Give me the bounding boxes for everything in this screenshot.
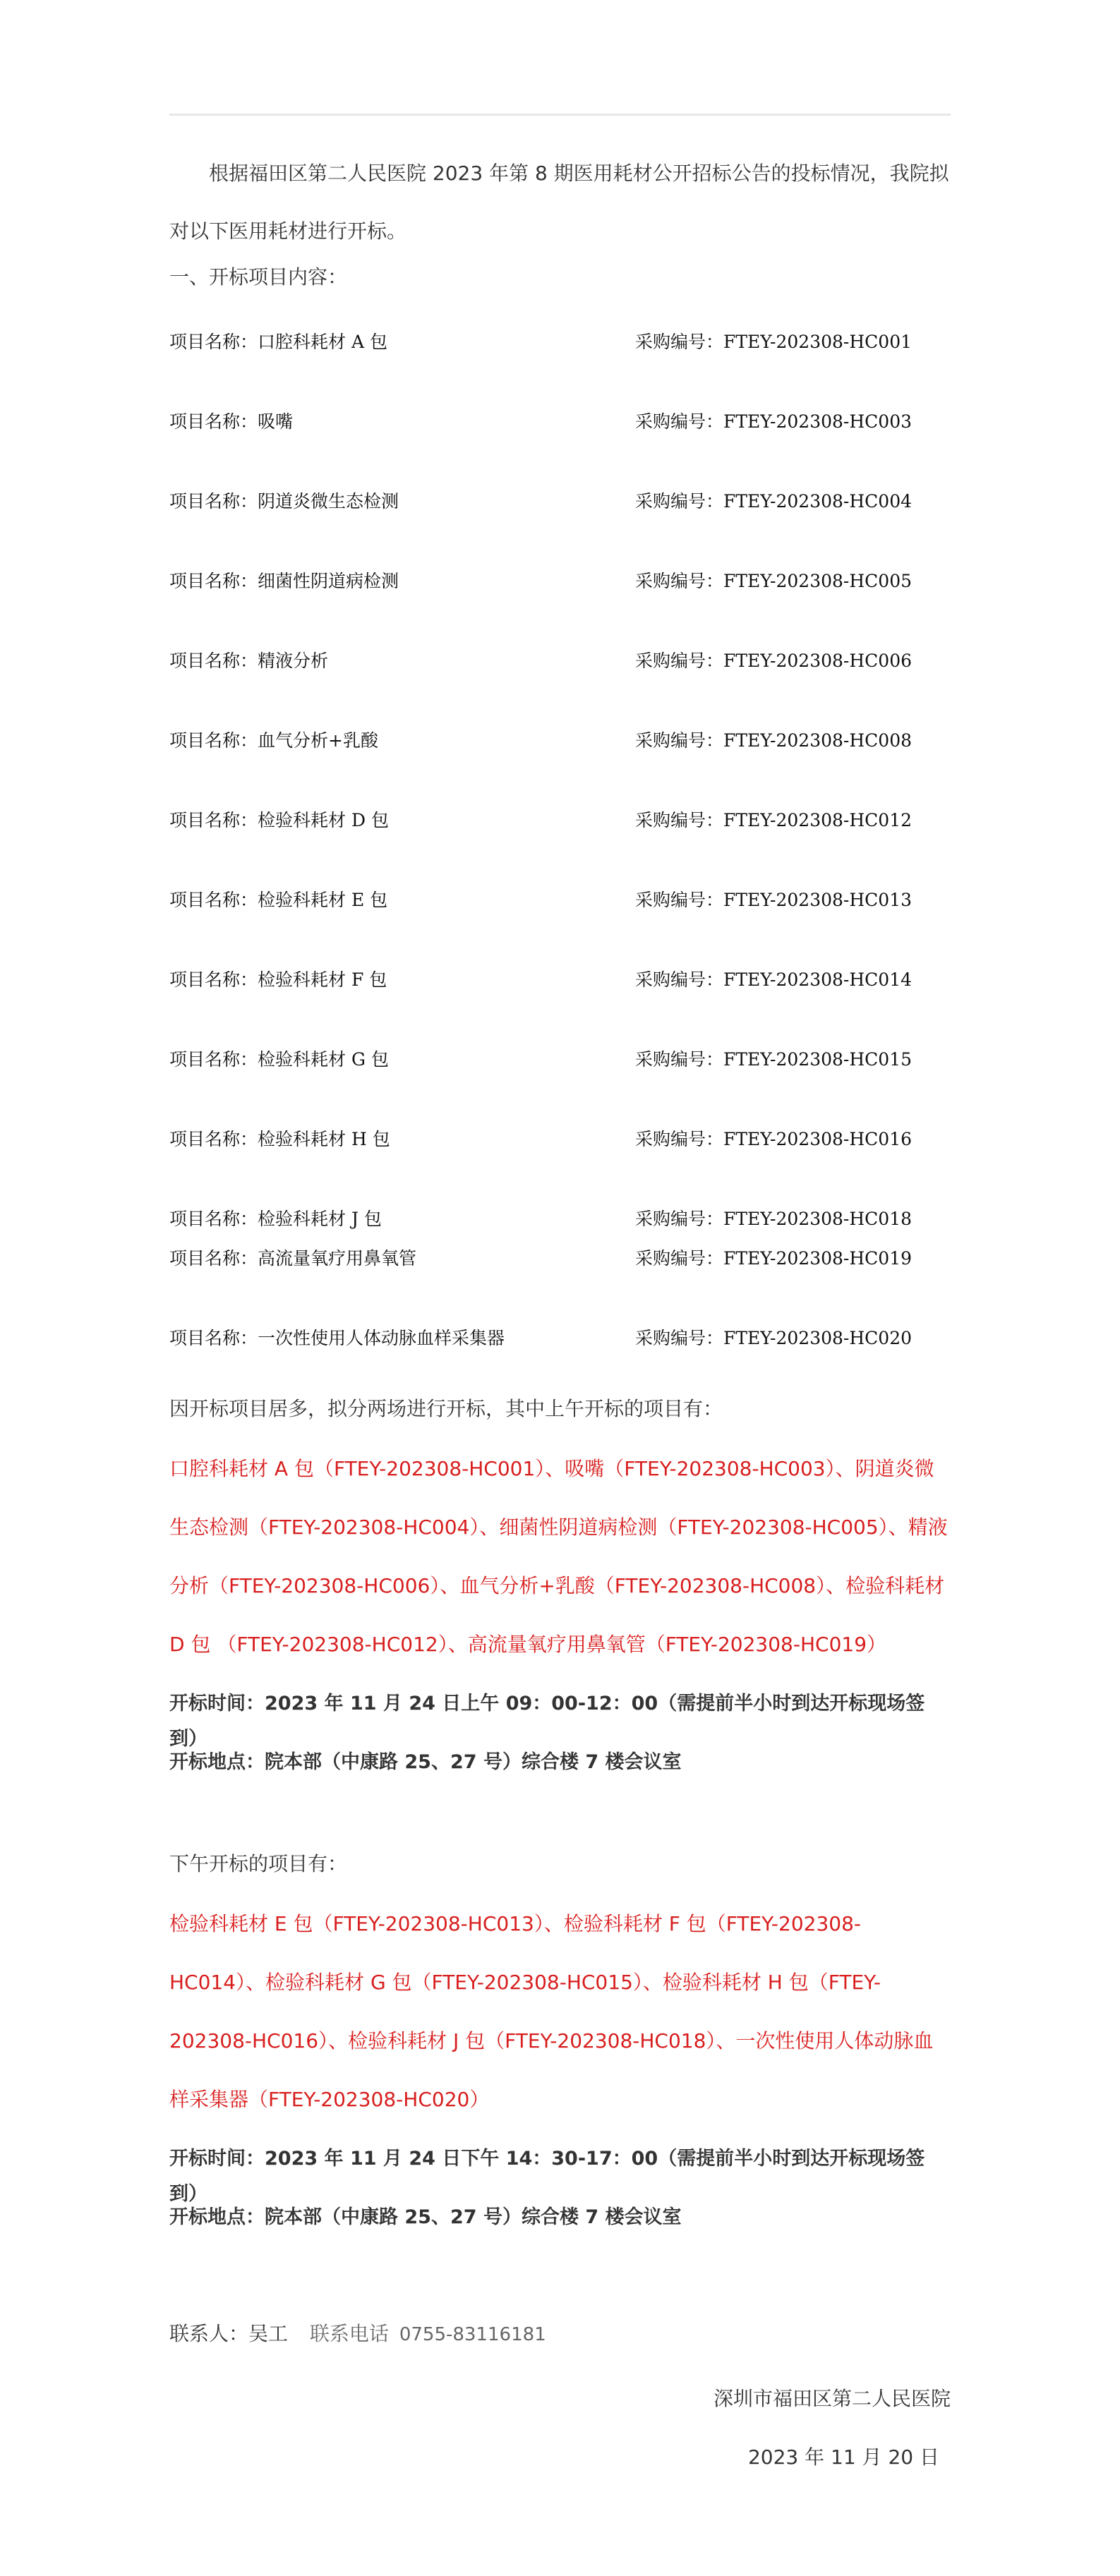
project-row	[169, 1243, 951, 1274]
morning-intro: 因开标项目居多，拟分两场进行开标，其中上午开标的项目有：	[169, 1397, 723, 1420]
project-row	[169, 646, 951, 677]
project-row	[169, 1204, 951, 1235]
project-code: 采购编号：FTEY-202308-HC003	[635, 411, 913, 432]
project-code: 采购编号：FTEY-202308-HC004	[635, 491, 913, 512]
project-row	[169, 1323, 951, 1354]
contact-tel: 0755-83116181	[399, 2324, 546, 2345]
project-name: 项目名称：检验科耗材 E 包	[169, 890, 388, 910]
project-row	[169, 725, 951, 756]
project-name: 项目名称：阴道炎微生态检测	[169, 491, 399, 512]
section-heading: 一、开标项目内容：	[169, 265, 348, 289]
project-name: 项目名称：口腔科耗材 A 包	[169, 332, 387, 352]
afternoon-time: 开标时间：2023 年 11 月 24 日下午 14：30-17：00（需提前半小时到达开标现场签到）	[169, 2148, 925, 2205]
project-name: 项目名称：高流量氧疗用鼻氧管	[169, 1248, 417, 1269]
project-row	[169, 327, 951, 358]
project-row	[169, 805, 951, 836]
top-divider	[169, 114, 951, 116]
project-code: 采购编号：FTEY-202308-HC016	[635, 1129, 913, 1149]
project-code: 采购编号：FTEY-202308-HC019	[635, 1248, 913, 1269]
project-code: 采购编号：FTEY-202308-HC006	[635, 651, 913, 671]
project-code: 采购编号：FTEY-202308-HC018	[635, 1209, 913, 1229]
project-name: 项目名称：检验科耗材 D 包	[169, 810, 389, 830]
project-name: 项目名称：检验科耗材 F 包	[169, 969, 387, 990]
project-code: 采购编号：FTEY-202308-HC020	[635, 1328, 913, 1348]
afternoon-items: 检验科耗材 E 包（FTEY-202308-HC013）、检验科耗材 F 包（FTEY-202308-HC014）、检验科耗材 G 包（FTEY-202308-HC015）、检验科耗材 H 包（FTEY-202308-HC016）、检验科耗材 J 包（FTEY-202308-HC018）、一次性使用人体动脉血样采集器（FTEY-202308-HC020）	[169, 1912, 934, 2111]
project-name: 项目名称：血气分析+乳酸	[169, 730, 378, 751]
signature-org: 深圳市福田区第二人民医院	[713, 2387, 951, 2410]
project-code: 采购编号：FTEY-202308-HC015	[635, 1049, 913, 1070]
afternoon-place: 开标地点：院本部（中康路 25、27 号）综合楼 7 楼会议室	[169, 2206, 682, 2228]
project-code: 采购编号：FTEY-202308-HC012	[635, 810, 913, 830]
project-code: 采购编号：FTEY-202308-HC013	[635, 890, 913, 910]
project-row	[169, 566, 951, 597]
project-code: 采购编号：FTEY-202308-HC005	[635, 571, 913, 591]
morning-items: 口腔科耗材 A 包（FTEY-202308-HC001）、吸嘴（FTEY-202308-HC003）、阴道炎微生态检测（FTEY-202308-HC004）、细菌性阴道病检测（FTEY-202308-HC005）、精液分析（FTEY-202308-HC006）、血气分析+乳酸（FTEY-202308-HC008）、检验科耗材 D 包 （FTEY-202308-HC012）、高流量氧疗用鼻氧管（FTEY-202308-HC019）	[169, 1457, 948, 1656]
project-name: 项目名称：检验科耗材 H 包	[169, 1129, 390, 1149]
project-code: 采购编号：FTEY-202308-HC014	[635, 969, 913, 990]
project-row	[169, 885, 951, 916]
contact-line	[169, 2316, 951, 2352]
project-code: 采购编号：FTEY-202308-HC001	[635, 332, 913, 352]
contact-person: 联系人：吴工	[169, 2322, 289, 2345]
project-code: 采购编号：FTEY-202308-HC008	[635, 730, 913, 751]
project-name: 项目名称：一次性使用人体动脉血样采集器	[169, 1328, 505, 1348]
project-row	[169, 1044, 951, 1075]
morning-place: 开标地点：院本部（中康路 25、27 号）综合楼 7 楼会议室	[169, 1751, 682, 1773]
project-row	[169, 965, 951, 996]
morning-time: 开标时间：2023 年 11 月 24 日上午 09：00-12：00（需提前半小时到达开标现场签到）	[169, 1693, 925, 1750]
project-name: 项目名称：检验科耗材 J 包	[169, 1209, 382, 1229]
project-name: 项目名称：精液分析	[169, 651, 329, 671]
project-name: 项目名称：吸嘴	[169, 411, 294, 432]
afternoon-intro: 下午开标的项目有：	[169, 1852, 348, 1875]
intro-paragraph: 根据福田区第二人民医院 2023 年第 8 期医用耗材公开招标公告的投标情况，我院拟对以下医用耗材进行开标。	[169, 162, 949, 243]
project-row	[169, 1124, 951, 1155]
project-row	[169, 486, 951, 517]
contact-tel-label: 联系电话	[309, 2322, 389, 2345]
signature-date: 2023 年 11 月 20 日	[747, 2445, 939, 2469]
project-row	[169, 406, 951, 437]
project-name: 项目名称：细菌性阴道病检测	[169, 571, 399, 591]
project-name: 项目名称：检验科耗材 G 包	[169, 1049, 389, 1070]
